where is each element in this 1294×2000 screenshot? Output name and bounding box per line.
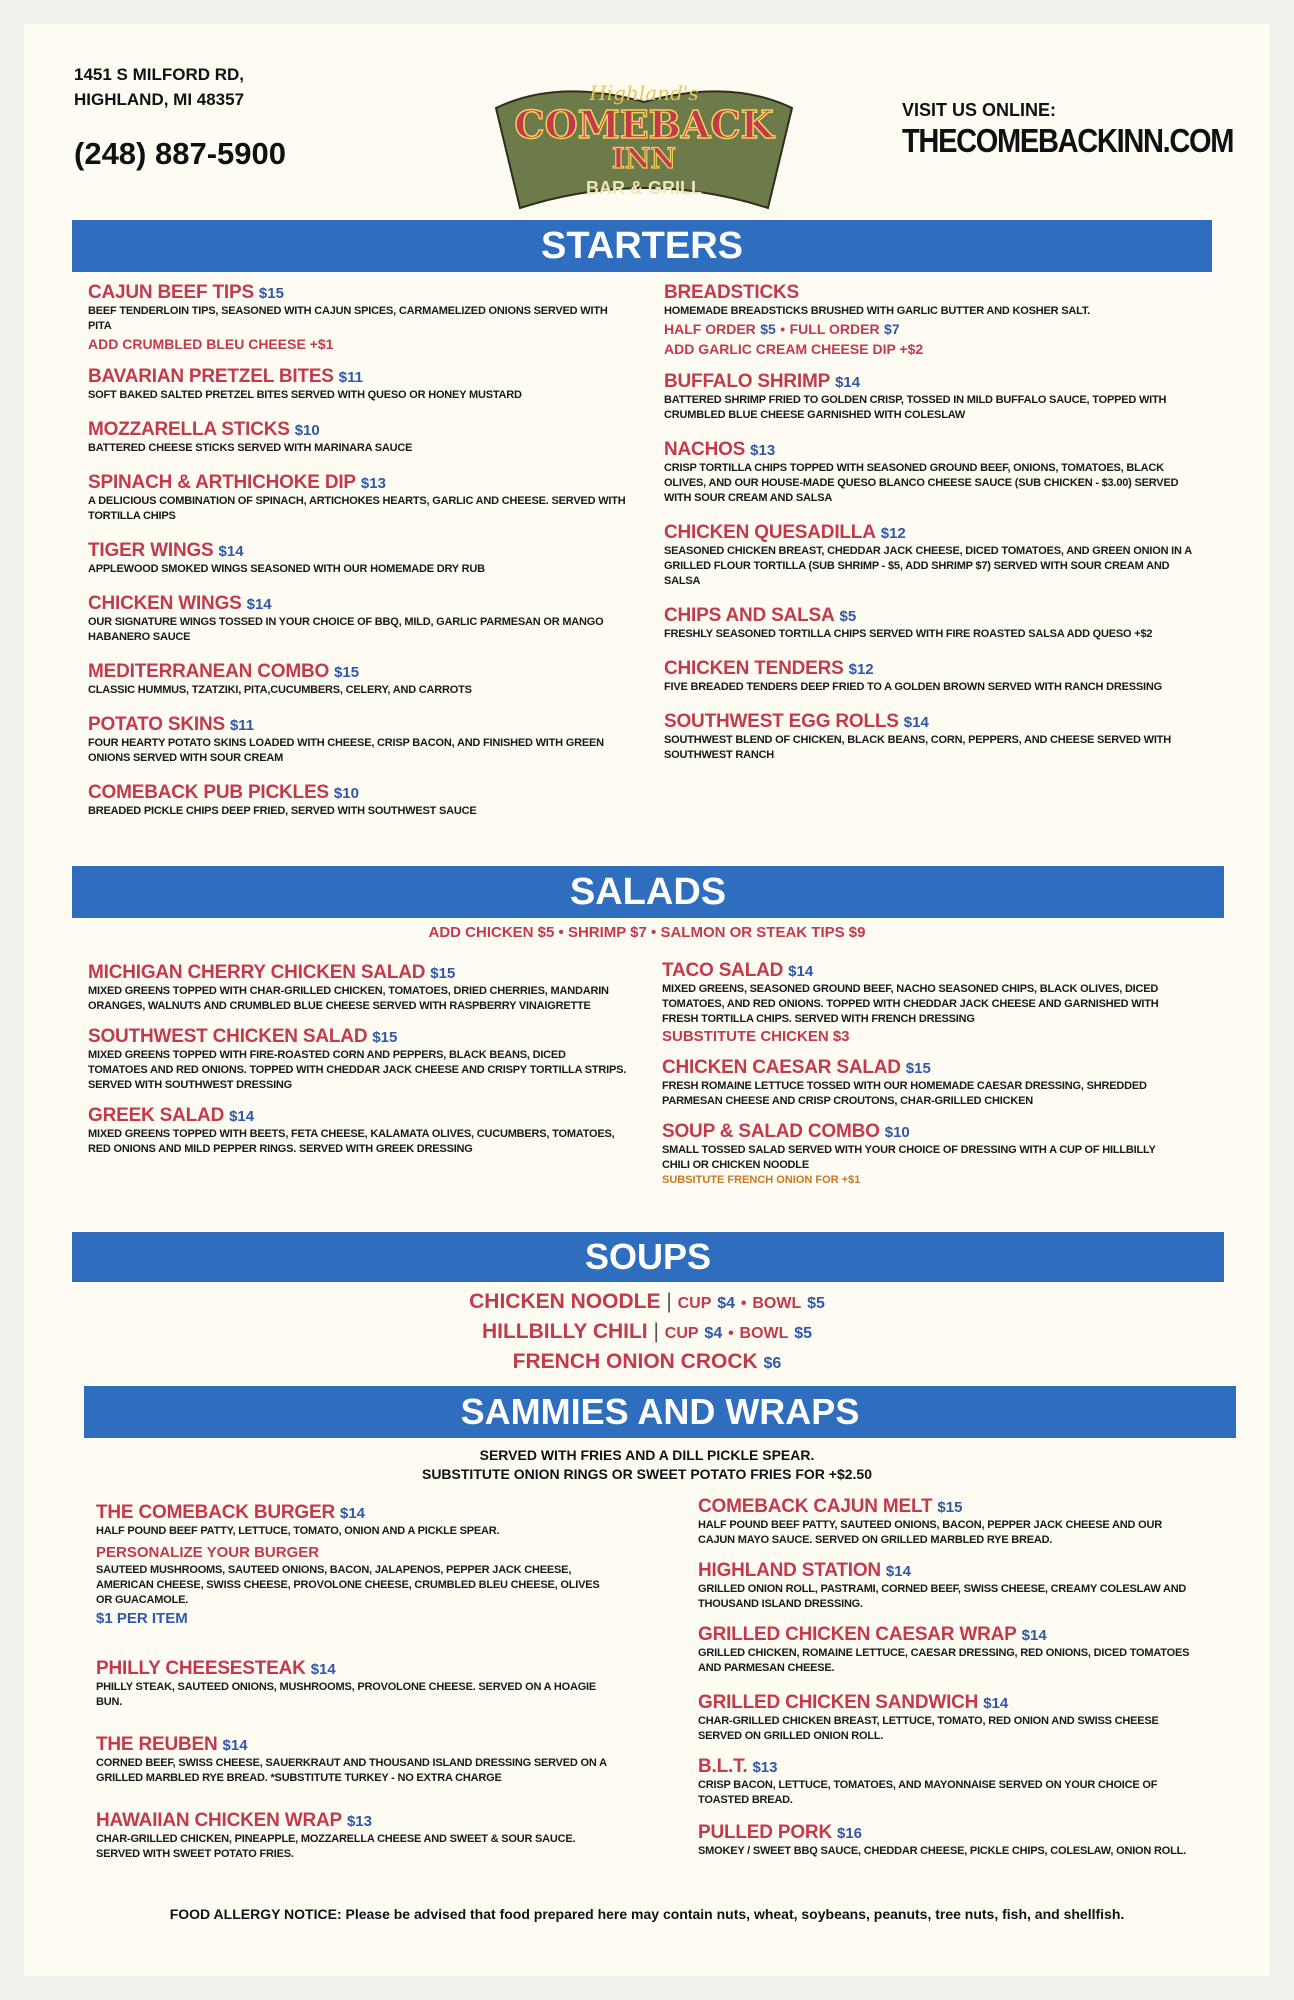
sammies-note-2: SUBSTITUTE ONION RINGS OR SWEET POTATO FRIES FOR +$2.50 [421, 1466, 872, 1482]
item-price: $13 [752, 1759, 778, 1776]
item-price: $11 [229, 717, 255, 734]
soup-name: HILLBILLY CHILI [481, 1320, 648, 1343]
soup-row [0, 1318, 1294, 1348]
cup-price: $4 [704, 1325, 723, 1342]
logo-tagline: BAR & GRILL [586, 178, 702, 198]
item-price: $10 [884, 1124, 910, 1141]
menu-item [664, 658, 1204, 695]
item-price: $10 [294, 422, 320, 439]
salads-title: SALADS [569, 871, 727, 913]
item-name: MOZZARELLA STICKS [88, 419, 290, 440]
item-price: $14 [222, 1737, 248, 1754]
soup-row [0, 1348, 1294, 1378]
menu-item [88, 782, 628, 819]
bowl-price: $5 [807, 1295, 825, 1312]
item-description: FIVE BREADED TENDERS DEEP FRIED TO A GOLDEN BROWN SERVED WITH RANCH DRESSING [664, 681, 1162, 693]
item-name: GREEK SALAD [88, 1105, 225, 1126]
cup-price: $4 [717, 1295, 736, 1312]
menu-item [96, 1502, 616, 1630]
item-description: FRESHLY SEASONED TORTILLA CHIPS SERVED WITH FIRE ROASTED SALSA ADD QUESO +$2 [664, 628, 1153, 640]
bullet-separator: • [780, 321, 786, 337]
menu-item [88, 419, 628, 456]
item-price: $14 [903, 714, 929, 731]
item-name: BREADSTICKS [664, 282, 800, 303]
item-price: $15 [334, 664, 360, 681]
item-price: $13 [360, 475, 386, 492]
item-name: SPINACH & ARTHICHOKE DIP [88, 472, 356, 493]
bullet-separator: • [740, 1295, 747, 1312]
starters-left-column [88, 282, 628, 819]
personalize-title: PERSONALIZE YOUR BURGER [96, 1544, 320, 1561]
item-description: MIXED GREENS TOPPED WITH FIRE-ROASTED CORN AND PEPPERS, BLACK BEANS, DICED TOMATOES AND RED ONIONS. TOPPED WITH CHEDDAR JACK CHEESE AND CRISPY TORTILLA STRIPS. SERVED WITH SOUTHWEST DRESSING [88, 1049, 627, 1091]
item-name: GRILLED CHICKEN CAESAR WRAP [698, 1624, 1017, 1645]
item-name: CHICKEN CAESAR SALAD [662, 1057, 901, 1078]
full-order-price: $7 [884, 321, 900, 337]
item-description: CORNED BEEF, SWISS CHEESE, SAUERKRAUT AND THOUSAND ISLAND DRESSING SERVED ON A GRILLED MARBLED RYE BREAD. *SUBSTITUTE TURKEY - NO EXTRA CHARGE [96, 1757, 607, 1784]
menu-item [664, 282, 1204, 359]
starters-header [72, 220, 1212, 272]
salads-left-column [88, 962, 628, 1157]
salads-header [72, 866, 1224, 918]
item-price: $14 [229, 1108, 255, 1125]
item-description: MIXED GREENS, SEASONED GROUND BEEF, NACHO SEASONED CHIPS, BLACK OLIVES, DICED TOMATOES, AND RED ONIONS. TOPPED WITH CHEDDAR JACK CHEESE AND GARNISHED WITH FRESH TORTILLA CHIPS. SERVED WITH FRENCH DRESSING [662, 983, 1159, 1025]
item-name: SOUTHWEST EGG ROLLS [664, 711, 899, 732]
menu-item [698, 1624, 1198, 1676]
soup-name: FRENCH ONION CROCK [512, 1350, 758, 1373]
bowl-label: BOWL [752, 1295, 802, 1312]
starters-title: STARTERS [541, 225, 743, 267]
soup-price: $6 [763, 1355, 782, 1372]
website-link[interactable]: THECOMEBACKINN.COM [902, 122, 1234, 159]
item-name: B.L.T. [698, 1756, 748, 1777]
item-description: APPLEWOOD SMOKED WINGS SEASONED WITH OUR HOMEMADE DRY RUB [88, 563, 485, 575]
item-description: HALF POUND BEEF PATTY, LETTUCE, TOMATO, ONION AND A PICKLE SPEAR. [96, 1525, 500, 1537]
menu-item [664, 522, 1204, 589]
item-description: FRESH ROMAINE LETTUCE TOSSED WITH OUR HOMEMADE CAESAR DRESSING, SHREDDED PARMESAN CHEESE AND CRISP CROUTONS, CHAR-GRILLED CHICKEN [662, 1080, 1147, 1107]
menu-item [698, 1560, 1198, 1612]
menu-item [88, 962, 628, 1014]
item-price: $5 [839, 608, 857, 625]
sammies-title: SAMMIES AND WRAPS [460, 1391, 860, 1432]
phone-number[interactable]: (248) 887-5900 [74, 136, 286, 171]
menu-item [662, 1121, 1180, 1188]
allergy-notice: FOOD ALLERGY NOTICE: Please be advised that food prepared here may contain nuts, wheat, soybeans, peanuts, tree nuts, fish, and shellfish. [169, 1906, 1125, 1922]
item-price: $13 [750, 442, 776, 459]
item-description: MIXED GREENS TOPPED WITH BEETS, FETA CHEESE, KALAMATA OLIVES, CUCUMBERS, TOMATOES, RED ONIONS AND MILD PEPPER RINGS. SERVED WITH GREEK DRESSING [88, 1128, 615, 1155]
item-price: $16 [836, 1825, 863, 1842]
item-description: BREADED PICKLE CHIPS DEEP FRIED, SERVED WITH SOUTHWEST SAUCE [88, 805, 477, 817]
item-description: PHILLY STEAK, SAUTEED ONIONS, MUSHROOMS, PROVOLONE CHEESE. SERVED ON A HOAGIE BUN. [96, 1681, 597, 1708]
menu-item [664, 439, 1204, 506]
item-price: $15 [258, 285, 284, 302]
item-description: BEEF TENDERLOIN TIPS, SEASONED WITH CAJUN SPICES, CARMAMELIZED ONIONS SERVED WITH PITA [88, 305, 608, 332]
item-name: SOUTHWEST CHICKEN SALAD [88, 1026, 368, 1047]
visit-label: VISIT US ONLINE: [902, 100, 1057, 120]
item-name: PULLED PORK [698, 1822, 832, 1843]
menu-item [88, 714, 628, 766]
starters-right-column [664, 282, 1204, 763]
menu-item [664, 711, 1204, 763]
item-description: CHAR-GRILLED CHICKEN, PINEAPPLE, MOZZARELLA CHEESE AND SWEET & SOUR SAUCE. SERVED WITH SWEET POTATO FRIES. [96, 1833, 576, 1860]
cup-label: CUP [677, 1295, 712, 1312]
item-price: $14 [218, 543, 244, 560]
address [74, 62, 244, 112]
logo-name-2: INN [611, 142, 677, 175]
item-price: $14 [310, 1661, 336, 1678]
item-price: $15 [937, 1499, 963, 1516]
item-name: CHICKEN QUESADILLA [664, 522, 876, 543]
personalize-description: SAUTEED MUSHROOMS, SAUTEED ONIONS, BACON, JALAPENOS, PEPPER JACK CHEESE, AMERICAN CHEESE, SWISS CHEESE, PROVOLONE CHEESE, CRUMBLED BLEU CHEESE, OLIVES OR GUACAMOLE. [96, 1564, 600, 1606]
item-name: PHILLY CHEESESTEAK [96, 1658, 306, 1679]
item-price: $10 [333, 785, 359, 802]
item-description: FOUR HEARTY POTATO SKINS LOADED WITH CHEESE, CRISP BACON, AND FINISHED WITH GREEN ONIONS SERVED WITH SOUR CREAM [88, 737, 604, 764]
item-price: $15 [430, 965, 456, 982]
menu-item [96, 1734, 616, 1786]
item-name: SOUP & SALAD COMBO [662, 1121, 880, 1142]
item-description: CRISP TORTILLA CHIPS TOPPED WITH SEASONED GROUND BEEF, ONIONS, TOMATOES, BLACK OLIVES, AND OUR HOUSE-MADE QUESO BLANCO CHEESE SAUCE (SUB CHICKEN - $3.00) SERVED WITH SOUR CREAM AND SALSA [664, 462, 1179, 504]
menu-item [698, 1692, 1198, 1744]
item-description: BATTERED SHRIMP FRIED TO GOLDEN CRISP, TOSSED IN MILD BUFFALO SAUCE, TOPPED WITH CRUMBLED BLUE CHEESE GARNISHED WITH COLESLAW [664, 394, 1167, 421]
item-price: $11 [338, 369, 363, 386]
item-name: COMEBACK PUB PICKLES [88, 782, 329, 803]
logo-name-1: COMEBACK [514, 102, 774, 147]
menu-item [88, 1026, 628, 1093]
item-description: CHAR-GRILLED CHICKEN BREAST, LETTUCE, TOMATO, RED ONION AND SWISS CHEESE SERVED ON GRILLED ONION ROLL. [698, 1715, 1159, 1742]
item-name: THE COMEBACK BURGER [96, 1502, 335, 1523]
item-description: GRILLED CHICKEN, ROMAINE LETTUCE, CAESAR DRESSING, RED ONIONS, DICED TOMATOES AND PARMESAN CHEESE. [698, 1647, 1190, 1674]
menu-item [88, 472, 628, 524]
soup-list [0, 1288, 1294, 1378]
item-name: TACO SALAD [662, 960, 784, 981]
item-name: CAJUN BEEF TIPS [88, 282, 254, 303]
item-name: HAWAIIAN CHICKEN WRAP [96, 1810, 342, 1831]
item-description: OUR SIGNATURE WINGS TOSSED IN YOUR CHOICE OF BBQ, MILD, GARLIC PARMESAN OR MANGO HABANERO SAUCE [88, 616, 604, 643]
full-order-label: FULL ORDER [789, 321, 880, 337]
menu-item [664, 605, 1204, 642]
item-name: BAVARIAN PRETZEL BITES [88, 366, 334, 387]
item-price: $14 [246, 596, 272, 613]
item-price: $14 [983, 1695, 1009, 1712]
half-order-label: HALF ORDER [664, 321, 756, 337]
menu-item [96, 1810, 616, 1862]
item-name: MICHIGAN CHERRY CHICKEN SALAD [88, 962, 426, 983]
soups-header [72, 1232, 1224, 1282]
item-description: SEASONED CHICKEN BREAST, CHEDDAR JACK CHEESE, DICED TOMATOES, AND GREEN ONION IN A GRILLED FLOUR TORTILLA (SUB SHRIMP - $5, ADD SHRIMP $7) SERVED WITH SOUR CREAM AND SALSA [664, 545, 1192, 587]
item-price: $13 [346, 1813, 372, 1830]
order-size-options [664, 319, 1204, 339]
divider: | [653, 1320, 665, 1343]
item-price: $14 [885, 1563, 911, 1580]
item-price: $12 [848, 661, 874, 678]
item-name: CHICKEN WINGS [88, 593, 242, 614]
item-name: BUFFALO SHRIMP [664, 371, 831, 392]
menu-item [698, 1822, 1198, 1859]
item-name: COMEBACK CAJUN MELT [698, 1496, 933, 1517]
menu-item [698, 1496, 1198, 1548]
half-order-price: $5 [760, 321, 776, 337]
sammies-note-1: SERVED WITH FRIES AND A DILL PICKLE SPEAR. [479, 1447, 815, 1463]
item-description: MIXED GREENS TOPPED WITH CHAR-GRILLED CHICKEN, TOMATOES, DRIED CHERRIES, MANDARIN ORANGES, WALNUTS AND CRUMBLED BLUE CHEESE SERVED WITH RASPBERRY VINAIGRETTE [88, 985, 609, 1012]
item-name: POTATO SKINS [88, 714, 225, 735]
bowl-label: BOWL [739, 1325, 789, 1342]
sammies-header [84, 1386, 1236, 1438]
address-line-1: 1451 S MILFORD RD, [74, 65, 245, 84]
sammies-left-column [96, 1502, 616, 1862]
bowl-price: $5 [794, 1325, 813, 1342]
item-price: $15 [372, 1029, 398, 1046]
bullet-separator: • [728, 1325, 734, 1342]
item-description: SOFT BAKED SALTED PRETZEL BITES SERVED WITH QUESO OR HONEY MUSTARD [88, 389, 522, 401]
item-addon: SUBSTITUTE CHICKEN $3 [662, 1028, 850, 1045]
personalize-price: $1 PER ITEM [96, 1610, 188, 1627]
menu-item [662, 1057, 1180, 1109]
soups-title: SOUPS [584, 1236, 712, 1277]
soup-name: CHICKEN NOODLE [469, 1290, 661, 1313]
logo-script: Highland's [589, 81, 699, 105]
salad-addons: ADD CHICKEN $5 • SHRIMP $7 • SALMON OR STEAK TIPS $9 [428, 924, 866, 941]
item-description: HALF POUND BEEF PATTY, SAUTEED ONIONS, BACON, PEPPER JACK CHEESE AND OUR CAJUN MAYO SAUCE. SERVED ON GRILLED MARBLED RYE BREAD. [698, 1519, 1162, 1546]
item-description: GRILLED ONION ROLL, PASTRAMI, CORNED BEEF, SWISS CHEESE, CREAMY COLESLAW AND THOUSAND ISLAND DRESSING. [698, 1583, 1187, 1610]
item-description: SMOKEY / SWEET BBQ SAUCE, CHEDDAR CHEESE, PICKLE CHIPS, COLESLAW, ONION ROLL. [698, 1845, 1187, 1857]
item-name: CHIPS AND SALSA [664, 605, 835, 626]
salads-right-column [662, 960, 1180, 1188]
sammies-right-column [698, 1496, 1198, 1859]
address-line-2: HIGHLAND, MI 48357 [74, 90, 245, 109]
item-price: $14 [788, 963, 814, 980]
item-note: SUBSITUTE FRENCH ONION FOR +$1 [662, 1174, 861, 1186]
item-price: $15 [905, 1060, 931, 1077]
item-name: NACHOS [664, 439, 746, 460]
restaurant-logo [488, 68, 800, 218]
menu-item [88, 593, 628, 645]
sammies-note [0, 1446, 1294, 1484]
item-description: SOUTHWEST BLEND OF CHICKEN, BLACK BEANS, CORN, PEPPERS, AND CHEESE SERVED WITH SOUTHWEST RANCH [664, 734, 1171, 761]
menu-item [88, 366, 628, 403]
menu-item [88, 282, 628, 354]
item-name: CHICKEN TENDERS [664, 658, 844, 679]
item-price: $14 [1021, 1627, 1047, 1644]
menu-item [88, 661, 628, 698]
item-description: A DELICIOUS COMBINATION OF SPINACH, ARTICHOKES HEARTS, GARLIC AND CHEESE. SERVED WITH TORTILLA CHIPS [88, 495, 626, 522]
soup-row [0, 1288, 1294, 1318]
item-price: $14 [835, 374, 861, 391]
item-name: GRILLED CHICKEN SANDWICH [698, 1692, 979, 1713]
item-price: $14 [339, 1505, 366, 1522]
item-addon: ADD CRUMBLED BLEU CHEESE +$1 [88, 336, 334, 352]
menu-item [662, 960, 1180, 1047]
menu-item [664, 371, 1204, 423]
item-name: MEDITERRANEAN COMBO [88, 661, 330, 682]
menu-item [96, 1658, 616, 1710]
item-name: THE REUBEN [96, 1734, 218, 1755]
item-description: BATTERED CHEESE STICKS SERVED WITH MARINARA SAUCE [88, 442, 413, 454]
item-description: SMALL TOSSED SALAD SERVED WITH YOUR CHOICE OF DRESSING WITH A CUP OF HILLBILLY CHILI OR CHICKEN NOODLE [662, 1144, 1156, 1171]
item-name: TIGER WINGS [88, 540, 214, 561]
item-description: CLASSIC HUMMUS, TZATZIKI, PITA,CUCUMBERS, CELERY, AND CARROTS [88, 684, 472, 696]
divider: | [666, 1290, 678, 1313]
cup-label: CUP [664, 1325, 699, 1342]
item-description: HOMEMADE BREADSTICKS BRUSHED WITH GARLIC BUTTER AND KOSHER SALT. [664, 305, 1090, 317]
item-addon: ADD GARLIC CREAM CHEESE DIP +$2 [664, 341, 924, 357]
menu-item [88, 1105, 628, 1157]
item-name: HIGHLAND STATION [698, 1560, 881, 1581]
item-price: $12 [880, 525, 906, 542]
menu-item [88, 540, 628, 577]
item-description: CRISP BACON, LETTUCE, TOMATOES, AND MAYONNAISE SERVED ON YOUR CHOICE OF TOASTED BREAD. [698, 1779, 1158, 1806]
menu-item [698, 1756, 1198, 1808]
